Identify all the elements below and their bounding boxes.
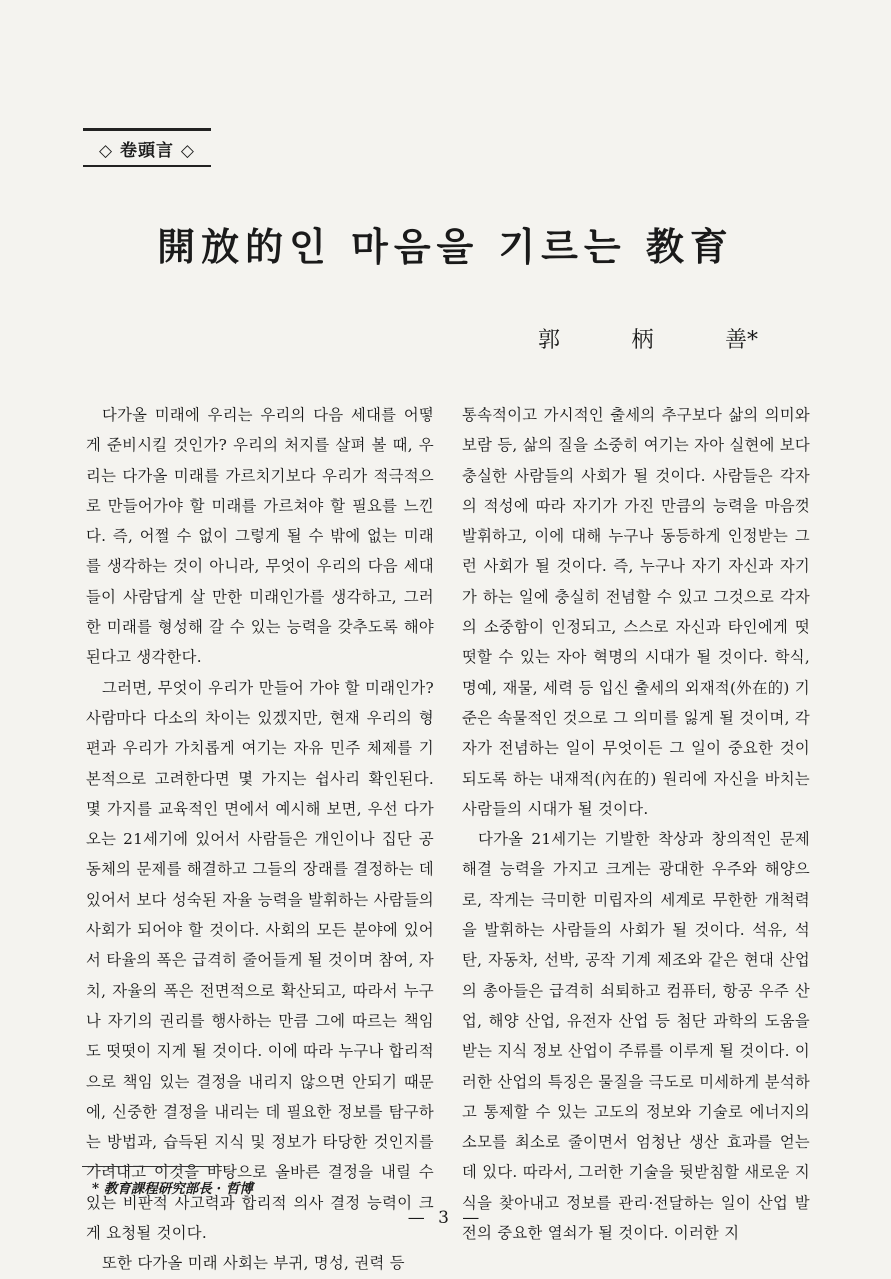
- footnote: * 教育課程研究部長 · 哲博: [92, 1181, 253, 1197]
- section-label: ◇ 卷頭言 ◇: [83, 128, 211, 167]
- body-column-left: [86, 400, 434, 1279]
- author-name-part: 善*: [724, 328, 758, 353]
- article-title: 開放的인 마음을 기르는 教育: [157, 224, 734, 269]
- body-paragraph: 통속적이고 가시적인 출세의 추구보다 삶의 의미와 보람 등, 삶의 질을 소중히 여기는 자아 실현에 보다 충실한 사람들의 사회가 될 것이다. 사람들은 각자의 적성에 따라 자기가 가진 만큼의 능력을 마음껏 발휘하고, 이에 대해 누구나 동등하게 인정받는 그런 사회가 될 것이다. 즉, 누구나 자기 자신과 자기가 하는 일에 충실히 전념할 수 있고 그것으로 각자의 소중함이 인정되고, 스스로 자신과 타인에게 떳떳할 수 있는 자아 혁명의 시대가 될 것이다. 학식, 명예, 재물, 세력 등 입신 출세의 외재적(外在的) 기준은 속물적인 것으로 그 의미를 잃게 될 것이며, 각자가 전념하는 일이 무엇이든 그 일이 중요한 것이 되도록 하는 내재적(內在的) 원리에 자신을 바치는 사람들의 시대가 될 것이다.: [462, 406, 810, 818]
- body-paragraph: 또한 다가올 미래 사회는 부귀, 명성, 권력 등: [102, 1254, 405, 1273]
- author-name: [538, 323, 758, 354]
- page-number: — 3 —: [407, 1208, 484, 1228]
- body-column-right: [462, 400, 810, 1248]
- author-name-part: 柄: [631, 328, 654, 353]
- body-paragraph: 그러면, 무엇이 우리가 만들어 가야 할 미래인가? 사람마다 다소의 차이는 있겠지만, 현재 우리의 형편과 우리가 가치롭게 여기는 자유 민주 체제를 기본적으로 고려한다면 몇 가지는 쉽사리 확인된다. 몇 가지를 교육적인 면에서 예시해 보면, 우선 다가오는 21세기에 있어서 사람들은 개인이나 집단 공동체의 문제를 해결하고 그들의 장래를 결정하는 데 있어서 보다 성숙된 자율 능력을 발휘하는 사람들의 사회가 되어야 할 것이다. 사회의 모든 분야에 있어서 타율의 폭은 급격히 줄어들게 될 것이며 참여, 자치, 자율의 폭은 전면적으로 확산되고, 따라서 누구나 자기의 권리를 행사하는 만큼 그에 따르는 책임도 떳떳이 지게 될 것이다. 이에 따라 누구나 합리적으로 책임 있는 결정을 내리지 않으면 안되기 때문에, 신중한 결정을 내리는 데 필요한 정보를 탐구하는 방법과, 습득된 지식 및 정보가 타당한 것인지를 가려내고 이것을 바탕으로 올바른 결정을 내릴 수 있는 비판적 사고력과 합리적 의사 결정 능력이 크게 요청될 것이다.: [86, 678, 434, 1243]
- footnote-divider: [82, 1166, 222, 1167]
- author-name-part: 郭: [538, 328, 561, 353]
- body-paragraph: 다가올 21세기는 기발한 착상과 창의적인 문제 해결 능력을 가지고 크게는 광대한 우주와 해양으로, 작게는 극미한 미립자의 세계로 무한한 개척력을 발휘하는 사람들의 사회가 될 것이다. 석유, 석탄, 자동차, 선박, 공작 기계 제조와 같은 현대 산업의 총아들은 급격히 쇠퇴하고 컴퓨터, 항공 우주 산업, 해양 산업, 유전자 산업 등 첨단 과학의 도움을 받는 지식 정보 산업이 주류를 이루게 될 것이다. 이러한 산업의 특징은 물질을 극도로 미세하게 분석하고 통제할 수 있는 고도의 정보와 기술로 에너지의 소모를 최소로 줄이면서 엄청난 생산 효과를 얻는 데 있다. 따라서, 그러한 기술을 뒷받침할 새로운 지식을 찾아내고 정보를 관리·전달하는 일이 산업 발전의 중요한 열쇠가 될 것이다. 이러한 지: [462, 830, 810, 1243]
- body-paragraph: 다가올 미래에 우리는 우리의 다음 세대를 어떻게 준비시킬 것인가? 우리의 처지를 살펴 볼 때, 우리는 다가올 미래를 가르치기보다 우리가 적극적으로 만들어가야 할 미래를 가르쳐야 할 필요를 느낀다. 즉, 어쩔 수 없이 그렇게 될 수 밖에 없는 미래를 생각하는 것이 아니라, 무엇이 우리의 다음 세대들이 사람답게 살 만한 미래인가를 생각하고, 그러한 미래를 형성해 갈 수 있는 능력을 갖추도록 해야 된다고 생각한다.: [86, 406, 434, 667]
